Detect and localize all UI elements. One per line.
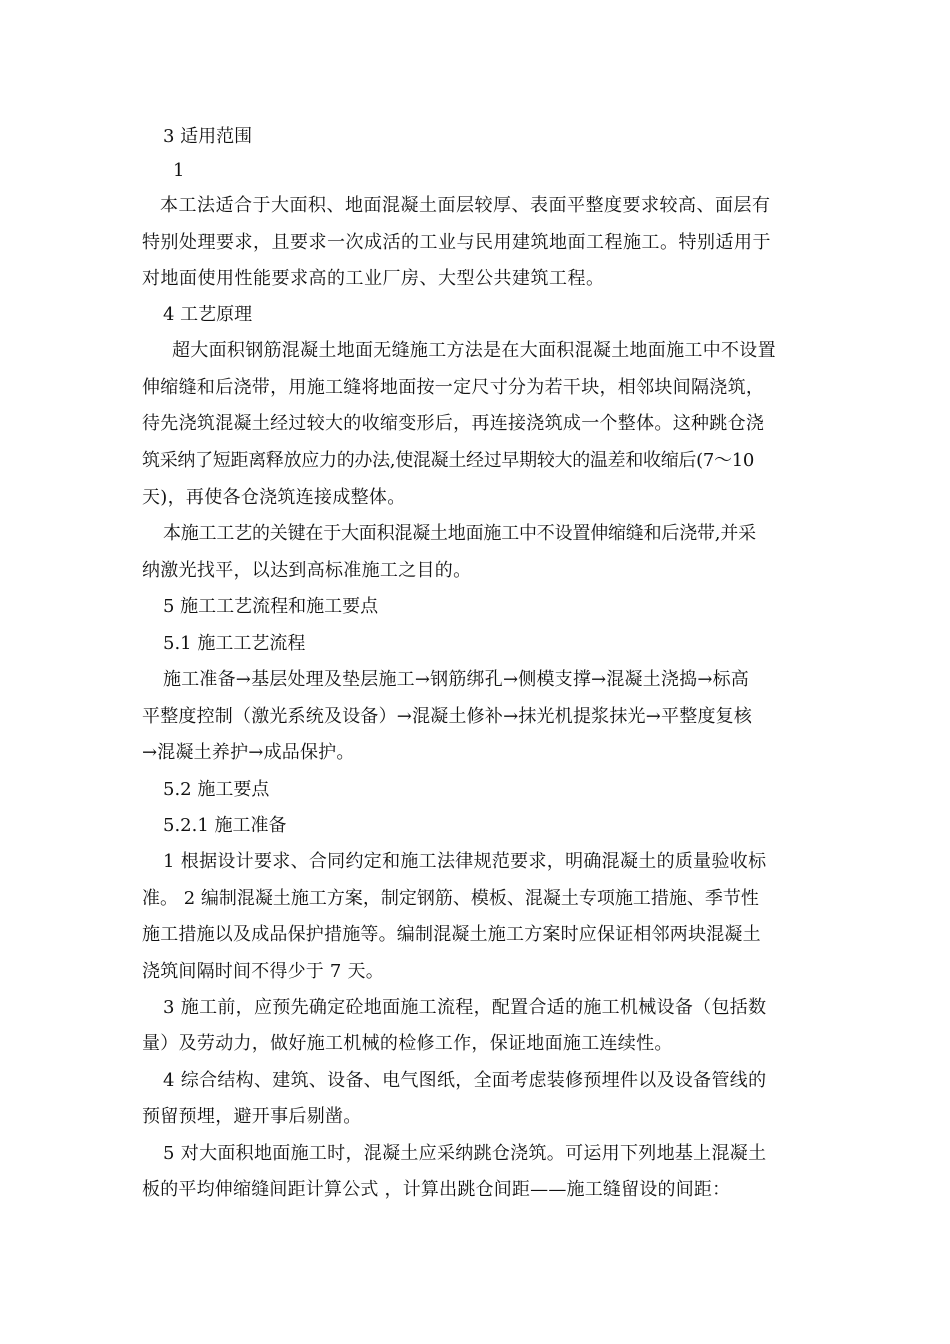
text-line: →混凝土养护→成品保护。	[142, 742, 355, 763]
text-line: 对地面使用性能要求高的工业厂房、大型公共建筑工程。	[142, 268, 605, 289]
text-line: 待先浇筑混凝土经过较大的收缩变形后，再连接浇筑成一个整体。这种跳仓浇	[142, 413, 765, 434]
text-line: 预留预埋，避开事后剔凿。	[142, 1106, 362, 1127]
section-heading-process: 5 施工工艺流程和施工要点	[163, 596, 379, 617]
text-line: 平整度控制（激光系统及设备）→混凝土修补→抹光机提浆抹光→平整度复核	[142, 706, 753, 727]
text-line: 伸缩缝和后浇带，用施工缝将地面按一定尺寸分为若干块，相邻块间隔浇筑，	[142, 377, 765, 398]
text-line: 纳激光找平，以达到高标准施工之目的。	[142, 560, 472, 581]
text-line: 1 根据设计要求、合同约定和施工法律规范要求，明确混凝土的质量验收标	[163, 851, 767, 872]
text-line: 天)，再使各仓浇筑连接成整体。	[142, 487, 406, 508]
paragraph-number: 1	[173, 160, 185, 181]
text-line: 施工准备→基层处理及垫层施工→钢筋绑孔→侧模支撑→混凝土浇捣→标高	[163, 669, 750, 690]
text-line: 施工措施以及成品保护措施等。编制混凝土施工方案时应保证相邻两块混凝土	[142, 924, 761, 945]
section-heading-principle: 4 工艺原理	[163, 304, 253, 325]
text-line: 浇筑间隔时间不得少于 7 天。	[142, 961, 384, 982]
text-line: 特别处理要求，且要求一次成活的工业与民用建筑地面工程施工。特别适用于	[142, 232, 771, 253]
text-line: 板的平均伸缩缝间距计算公式 ，计算出跳仓间距——施工缝留设的间距：	[142, 1179, 731, 1200]
text-line: 4 综合结构、建筑、设备、电气图纸，全面考虑装修预埋件以及设备管线的	[163, 1070, 767, 1091]
text-line: 量）及劳动力，做好施工机械的检修工作，保证地面施工连续性。	[142, 1033, 673, 1054]
subsection-heading-preparation: 5.2.1 施工准备	[163, 815, 287, 836]
text-line: 5 对大面积地面施工时，混凝土应采纳跳仓浇筑。可运用下列地基上混凝土	[163, 1143, 767, 1164]
text-line: 筑采纳了短距离释放应力的办法,使混凝土经过早期较大的温差和收缩后(7～10	[142, 450, 754, 471]
subsection-heading-key-points: 5.2 施工要点	[163, 779, 270, 800]
text-line: 准。 2 编制混凝土施工方案，制定钢筋、模板、混凝土专项施工措施、季节性	[142, 888, 759, 909]
text-line: 本施工工艺的关键在于大面积混凝土地面施工中不设置伸缩缝和后浇带,并采	[163, 523, 756, 544]
text-line: 超大面积钢筋混凝土地面无缝施工方法是在大面积混凝土地面施工中不设置	[172, 340, 776, 361]
section-heading-scope: 3 适用范围	[163, 126, 253, 147]
subsection-heading-flow: 5.1 施工工艺流程	[163, 633, 306, 654]
text-line: 3 施工前，应预先确定砼地面施工流程，配置合适的施工机械设备（包括数	[163, 997, 767, 1018]
text-line: 本工法适合于大面积、地面混凝土面层较厚、表面平整度要求较高、面层有	[160, 195, 771, 216]
